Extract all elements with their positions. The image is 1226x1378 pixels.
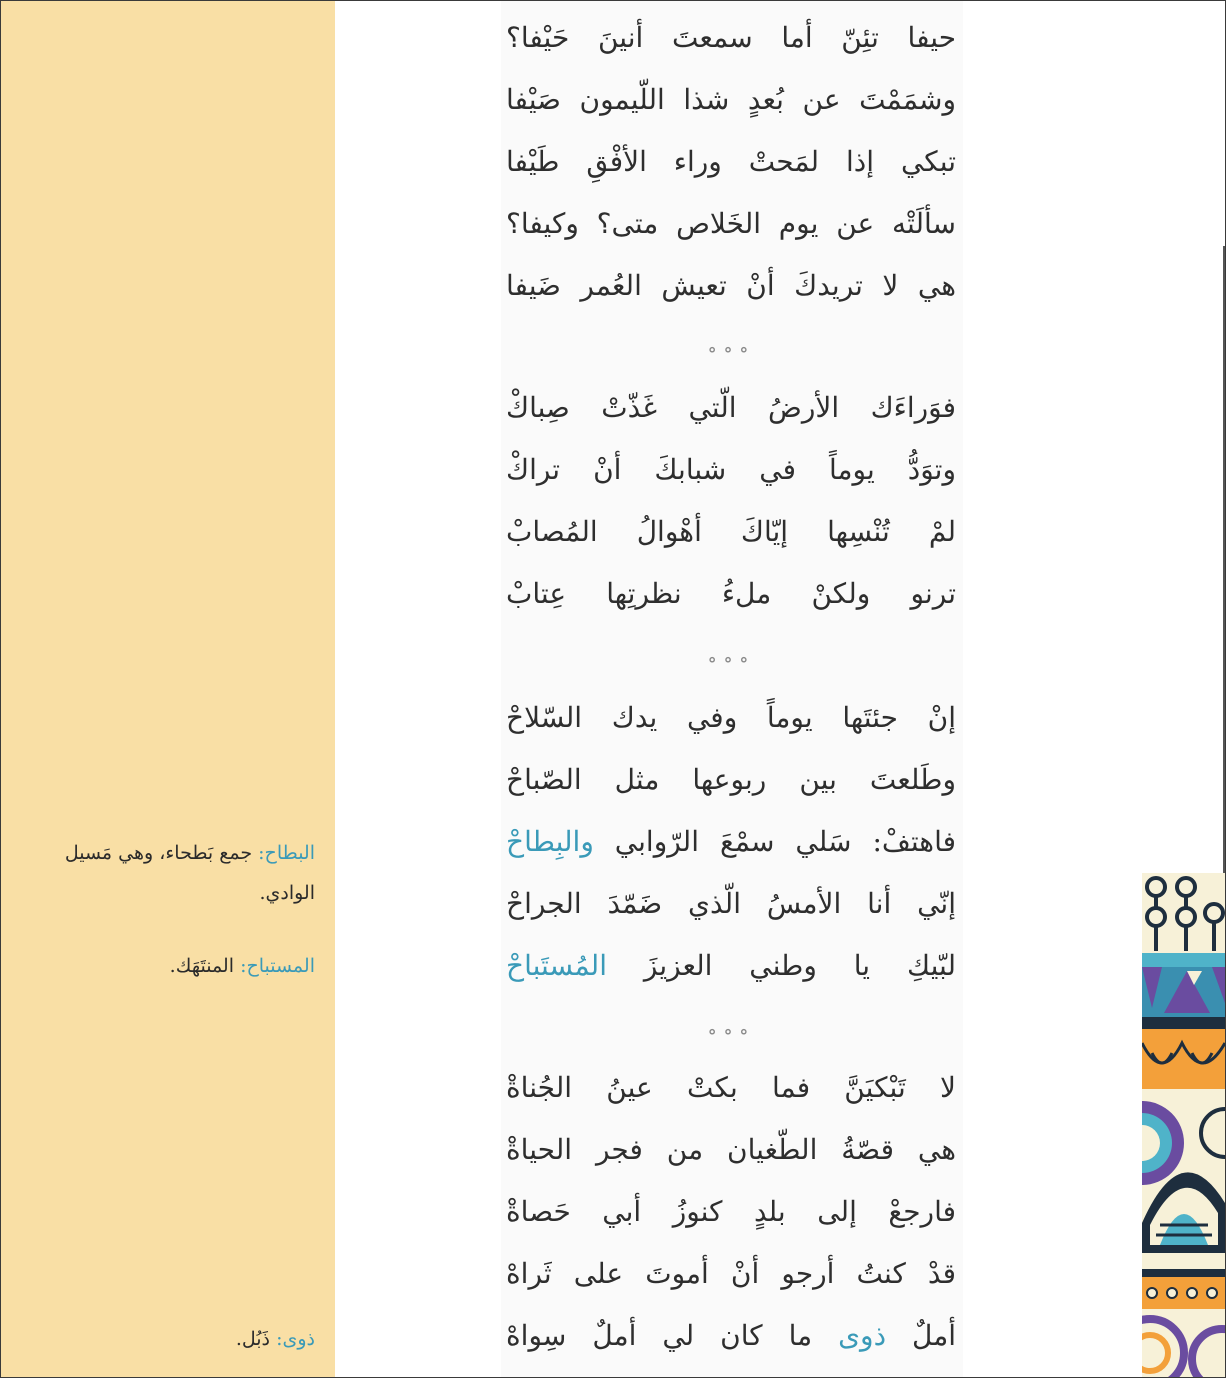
poem-line: هي قصّةُ الطّغيان من فجر الحياةْ xyxy=(506,1133,956,1166)
poem-line: حيفا تئِنّ أما سمعتَ أنينَ حَيْفا؟ xyxy=(506,21,956,54)
poem-line: لبّيكِ يا وطني العزيزَ المُستَباحْ xyxy=(506,949,956,982)
poem-line: قدْ كنتُ أرجو أنْ أموتَ على ثَراهْ xyxy=(506,1257,956,1290)
glossary-entry xyxy=(45,833,315,913)
poem-line: أملٌ ذوى ما كان لي أملٌ سِواهْ xyxy=(506,1319,956,1352)
decorative-border-pattern xyxy=(1142,873,1225,1377)
poem-line: وطَلعتَ بين ربوعها مثل الصّباحْ xyxy=(506,763,956,796)
poem-line: وتوَدُّ يوماً في شبابكَ أنْ تراكْ xyxy=(506,453,956,486)
poem-line: إنّي أنا الأمسُ الّذي ضَمّدَ الجراحْ xyxy=(506,887,956,920)
stanza-separator: ∘∘∘ xyxy=(707,647,755,671)
glossary-sidebar xyxy=(1,1,335,1377)
glossary-term: البطاح: xyxy=(258,842,315,864)
poem-line: فوَراءَك الأرضُ الّتي غَذّتْ صِباكْ xyxy=(506,391,956,424)
poem-line: فاهتفْ: سَلي سمْعَ الرّوابي والبِطاحْ xyxy=(506,825,956,858)
poem-line: فارجعْ إلى بلدٍ كنوزُ أبي حَصاةْ xyxy=(506,1195,956,1228)
poem-line: سألَتْه عن يوم الخَلاص متى؟ وكيفا؟ xyxy=(506,207,956,240)
poem-line: لا تَبْكيَنَّ فما بكتْ عينُ الجُناةْ xyxy=(506,1071,956,1104)
poem-line: لمْ تُنْسِها إيّاكَ أهْوالُ المُصابْ xyxy=(506,515,956,548)
poem-line: هي لا تريدكَ أنْ تعيش العُمر ضَيفا xyxy=(506,269,956,302)
glossed-word: والبِطاحْ xyxy=(506,825,594,858)
glossary-definition: ذَبُل. xyxy=(235,1328,271,1350)
glossed-word: المُستَباحْ xyxy=(506,949,607,982)
glossary-term: ذوى: xyxy=(276,1328,315,1350)
glossed-word: ذوى xyxy=(838,1319,887,1352)
poem-line: وشمَمْتَ عن بُعدٍ شذا اللّيمون صَيْفا xyxy=(506,83,956,116)
glossary-definition: المنتَهَك. xyxy=(169,955,235,977)
poem-line: ترنو ولكنْ ملءُ نظرتِها عِتابْ xyxy=(506,577,956,610)
glossary-term: المستباح: xyxy=(240,955,315,977)
stanza-separator: ∘∘∘ xyxy=(707,1019,755,1043)
glossary-entry xyxy=(45,1319,315,1359)
stanza-separator: ∘∘∘ xyxy=(707,337,755,361)
poem-line: إنْ جئتَها يوماً وفي يدك السّلاحْ xyxy=(506,701,956,734)
glossary-definition: جمع بَطحاء، وهي مَسيل الوادي. xyxy=(64,842,315,904)
glossary-entry xyxy=(45,946,315,986)
poem-line: تبكي إذا لمَحتْ وراء الأفْقِ طَيْفا xyxy=(506,145,956,178)
